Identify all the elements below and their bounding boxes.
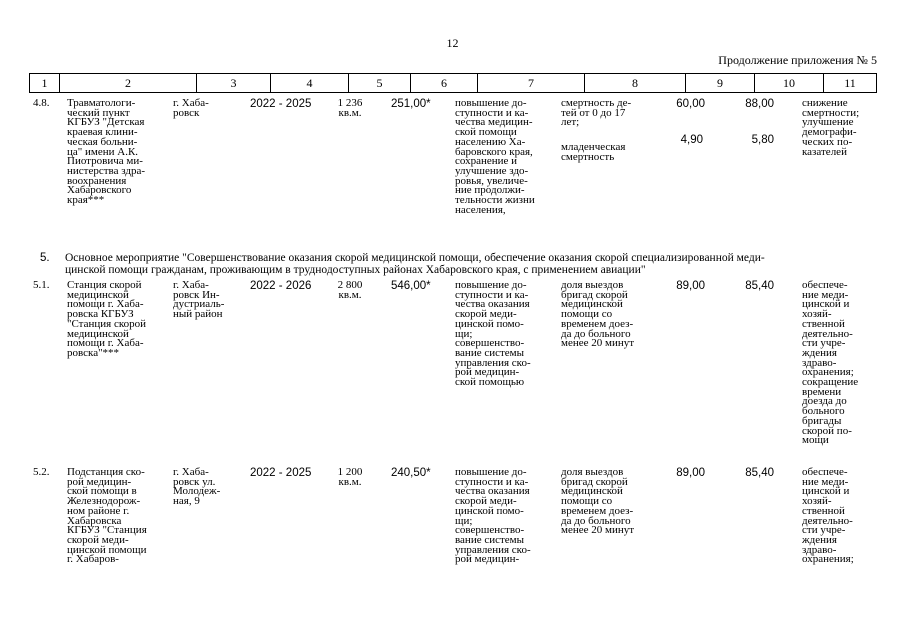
indicator-1: доля выездов бригад скорой медицинской помощи со временем доез- да до больного менее 20 минут <box>561 466 635 537</box>
header-cell-3: 3 <box>196 74 270 92</box>
expected-result: обеспече- ние меди- цинской и хозяй- ственной деятельно- сти учре- ждения здраво- охранения; сокращение времени доезда до больного бригады скорой по- мощи <box>802 279 859 447</box>
header-cell-10: 10 <box>754 74 823 92</box>
object-area: 1 200 кв.м. <box>337 466 363 488</box>
object-name: Травматологи- ческий пункт КГБУЗ "Детская краевая клини- ческая больни- ца" имени А.К. Пиотровича ми- нистерства здра- воохранения Хабаровского края*** <box>67 97 146 207</box>
object-cost: 240,50* <box>391 467 431 479</box>
table-header <box>29 73 877 93</box>
value-col10-a: 88,00 <box>745 98 774 110</box>
expected-result: обеспече- ние меди- цинской и хозяй- ственной деятельно- сти учре- ждения здраво- охранения; <box>802 466 854 566</box>
object-goal: повышение до- ступности и ка- чества медицин- ской помощи населению Ха- баровского края, сохранение и улучшение здо- ровья, увеличе- ние продолжи- тельности жизни населения, <box>455 97 535 216</box>
section-number: 5. <box>40 252 50 264</box>
header-cell-5: 5 <box>348 74 410 92</box>
value-col9-a: 60,00 <box>676 98 705 110</box>
value-col9: 89,00 <box>676 280 705 292</box>
expected-result: снижение смертности; улучшение демографи- ческих по- казателей <box>802 97 860 158</box>
page-number: 12 <box>446 36 459 50</box>
object-goal: повышение до- ступности и ка- чества оказания скорой меди- цинской помо- щи; совершенство- вание системы управления ско- рой медицин- <box>455 466 531 566</box>
indicator-1: смертность де- тей от 0 до 17 лет; <box>561 97 632 129</box>
value-col10: 85,40 <box>745 467 774 479</box>
object-area: 2 800 кв.м. <box>337 279 363 301</box>
object-name: Станция скорой медицинской помощи г. Хаба- ровска КГБУЗ "Станция скорой медицинской помощи г. Хаба- ровска"*** <box>67 279 147 359</box>
object-location: г. Хаба- ровск <box>173 97 209 119</box>
continuation-note: Продолжение приложения № 5 <box>718 53 877 67</box>
object-cost: 546,00* <box>391 280 431 292</box>
row-number: 5.1. <box>33 279 50 291</box>
object-cost: 251,00* <box>391 98 431 110</box>
header-cell-9: 9 <box>685 74 754 92</box>
object-location: г. Хаба- ровск ул. Молодеж- ная, 9 <box>173 466 221 508</box>
header-cell-2: 2 <box>59 74 196 92</box>
indicator-1: доля выездов бригад скорой медицинской помощи со временем доез- да до больного менее 20 минут <box>561 279 635 350</box>
value-col10-b: 5,80 <box>751 134 774 146</box>
header-cell-7: 7 <box>477 74 584 92</box>
object-name: Подстанция ско- рой медицин- ской помощи в Железнодорож- ном районе г. Хабаровска КГБУЗ "Станция скорой меди- цинской помощи г. Хабаров- <box>67 466 147 566</box>
implementation-period: 2022 - 2026 <box>250 280 312 292</box>
header-cell-8: 8 <box>584 74 685 92</box>
value-col10: 85,40 <box>745 280 774 292</box>
value-col9: 89,00 <box>676 467 705 479</box>
header-cell-1: 1 <box>29 74 59 92</box>
indicator-2: младенческая смертность <box>561 141 626 163</box>
value-col9-b: 4,90 <box>680 134 703 146</box>
implementation-period: 2022 - 2025 <box>250 467 312 479</box>
object-goal: повышение до- ступности и ка- чества оказания скорой меди- цинской помо- щи; совершенство- вание системы управления ско- рой медицин- ской помощью <box>455 279 531 389</box>
section-title-line-1: Основное мероприятие "Совершенствование оказания скорой медицинской помощи, обеспечение оказания скорой специализированной меди- <box>65 252 765 264</box>
header-cell-4: 4 <box>270 74 348 92</box>
implementation-period: 2022 - 2025 <box>250 98 312 110</box>
header-cell-11: 11 <box>823 74 877 92</box>
row-number: 5.2. <box>33 466 50 478</box>
row-number: 4.8. <box>33 97 50 109</box>
object-location: г. Хаба- ровск Ин- дустриаль- ный район <box>173 279 225 321</box>
section-title-line-2: цинской помощи гражданам, проживающим в труднодоступных районах Хабаровского края, с применением авиации" <box>65 264 646 276</box>
header-cell-6: 6 <box>410 74 477 92</box>
object-area: 1 236 кв.м. <box>337 97 363 119</box>
